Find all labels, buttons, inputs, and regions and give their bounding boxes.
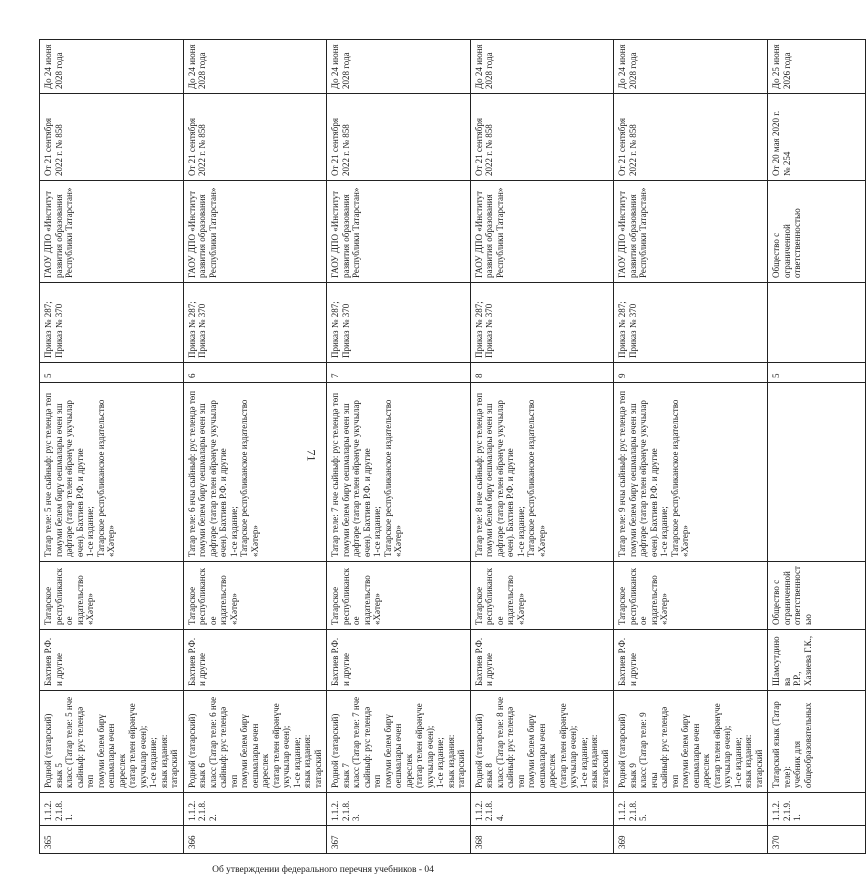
cell-authors	[183, 630, 327, 691]
textbook-title-line: оешмалары өчен дәреслек	[249, 723, 270, 788]
publisher-line: республиканское	[53, 568, 74, 625]
cell-publisher	[327, 562, 471, 630]
expert-organization-line: Республики Татарстан»	[351, 187, 361, 278]
cell-row-code: 1.1.2.2.1.8.1.	[40, 793, 184, 826]
expertise-date-line: От 20 мая 2020 г.	[771, 110, 781, 176]
cell-expertise-date	[40, 94, 184, 181]
expertise-date-line: От 21 сентября	[186, 117, 197, 176]
workbook-description-line: «Хәтер»	[393, 525, 403, 557]
cell-row-code: 1.1.2.2.1.9.1.	[768, 793, 866, 826]
textbook-title-line: (татар телен өйрәнүче	[711, 703, 722, 788]
cell-textbook-title	[614, 691, 768, 793]
workbook-description-line: 1-се издание;	[659, 506, 669, 557]
publisher-line: республиканское	[627, 568, 648, 625]
authors-line: и другие	[484, 652, 494, 686]
publisher-line: Татарское	[330, 586, 340, 625]
textbook-title-line: Татарский язык (Татар теле):	[771, 701, 792, 788]
cell-authors	[614, 630, 768, 691]
workbook-description-line: Татарское республиканское издательство	[239, 399, 249, 557]
cell-row-number: 368	[470, 826, 614, 854]
cell-valid-until	[470, 40, 614, 94]
textbook-title-line: язык издания: татарский	[445, 734, 466, 788]
expertise-date-line: От 21 сентября	[473, 117, 484, 176]
expertise-date-line: № 254	[781, 151, 792, 176]
textbook-title-line: Родной (татарский) язык 7	[330, 713, 351, 788]
cell-valid-until	[40, 40, 184, 94]
textbook-title-line: класс (Татар теле: 6 нче	[207, 696, 218, 788]
table-row	[768, 40, 866, 854]
expertise-date-line: От 21 сентября	[330, 117, 340, 176]
expertise-date-line: 2022 г. № 858	[53, 124, 64, 176]
valid-until-line: 2028 года	[340, 52, 351, 89]
expert-organization-line: ГАОУ ДПО «Институт	[186, 190, 197, 278]
expert-organization-line: ГАОУ ДПО «Институт	[330, 190, 340, 278]
expert-organization-line: развития образования	[340, 194, 351, 278]
textbook-title-line: 1-се издание;	[291, 737, 302, 788]
expert-organization-line: ГАОУ ДПО «Институт	[43, 190, 53, 278]
cell-authors	[768, 630, 866, 691]
workbook-description-line: 1-се издание;	[228, 506, 239, 557]
cell-authors	[40, 630, 184, 691]
order-reference-line: Приказ № 370	[197, 303, 207, 358]
publisher-line: республиканское	[197, 568, 218, 625]
textbook-title-line: гомуми белем бирү	[239, 714, 249, 788]
valid-until-line: 2028 года	[627, 52, 638, 89]
expert-organization-line: ГАОУ ДПО «Институт	[473, 190, 484, 278]
textbook-title-line: 1-се издание;	[435, 737, 445, 788]
workbook-description-line: Татар теле: 5 нче сыйныф: рус телендә төп	[43, 392, 53, 557]
cell-textbook-title	[327, 691, 471, 793]
workbook-description-line: Татарское республиканское издательство	[526, 399, 536, 557]
workbook-description-line: Татар теле: 7 нче сыйныф: рус телендә төп	[330, 392, 340, 557]
cell-grade: 5	[768, 363, 866, 383]
order-reference-line: Приказ № 287;	[330, 301, 340, 358]
cell-workbook-description	[183, 383, 327, 562]
valid-until-line: 2028 года	[484, 52, 494, 89]
table-row	[614, 40, 768, 854]
cell-publisher	[768, 562, 866, 630]
cell-row-number: 365	[40, 826, 184, 854]
workbook-description-line: «Хәтер»	[536, 525, 547, 557]
authors-line: Бахтиев Р.Ф.	[473, 637, 484, 686]
workbook-description-line: дәфтәре (татар телен өйрәнүче укучылар	[351, 400, 361, 557]
workbook-description-line: 1-се издание;	[372, 506, 382, 557]
workbook-description-line: Татарское республиканское издательство	[669, 399, 680, 557]
workbook-description-line: Татар теле: 9 нчы сыйныф: рус телендә төп	[617, 390, 627, 557]
cell-textbook-title	[470, 691, 614, 793]
cell-expertise-date	[183, 94, 327, 181]
expert-organization-line: Общество с	[771, 232, 781, 278]
textbook-title-line: (татар телен өйрәнүче	[414, 703, 424, 788]
cell-workbook-description	[40, 383, 184, 562]
textbook-title-line: Родной (татарский) язык 6	[186, 713, 207, 788]
publisher-line: ограниченной	[781, 571, 792, 625]
cell-expertise-date	[327, 94, 471, 181]
expertise-date-line: От 21 сентября	[43, 117, 53, 176]
expert-organization-line: ответственностью	[792, 208, 802, 278]
textbook-title-line: укучылар өчен);	[137, 725, 148, 788]
expert-organization-line: ограниченной	[781, 224, 792, 278]
authors-line: Бахтиев Р.Ф.	[186, 637, 197, 686]
valid-until-line: До 24 июня	[186, 44, 197, 89]
workbook-description-line: гомуми белем бирү оешмалары өчен эш	[340, 403, 351, 557]
workbook-description-line: «Хәтер»	[249, 525, 260, 557]
valid-until-line: 2026 года	[781, 52, 792, 89]
textbook-title-line: сыйныф: рус телендә төп	[361, 706, 382, 788]
expert-organization-line: Республики Татарстан»	[494, 187, 505, 278]
table-row	[327, 40, 471, 854]
cell-workbook-description	[614, 383, 768, 562]
cell-grade: 8	[470, 363, 614, 383]
publisher-line: «Хәтер»	[228, 593, 239, 625]
workbook-description-line: Татарское республиканское издательство	[95, 399, 106, 557]
cell-publisher	[614, 562, 768, 630]
expert-organization-line: ГАОУ ДПО «Институт	[617, 190, 627, 278]
cell-workbook-description	[327, 383, 471, 562]
publisher-line: республиканское	[340, 568, 361, 625]
cell-textbook-title	[768, 691, 866, 793]
publisher-line: Татарское	[473, 586, 484, 625]
textbook-title-line: укучылар өчен);	[568, 725, 578, 788]
authors-line: и другие	[197, 652, 207, 686]
expertise-date-line: 2022 г. № 858	[627, 124, 638, 176]
textbook-title-line: Родной (татарский) язык 5	[43, 713, 64, 788]
order-reference-line: Приказ № 287;	[186, 301, 197, 358]
cell-valid-until	[614, 40, 768, 94]
textbook-title-line: оешмалары өчен дәреслек	[106, 723, 127, 788]
publisher-line: издательство	[218, 575, 228, 625]
cell-expert-organization	[470, 181, 614, 283]
expert-organization-line: развития образования	[53, 194, 64, 278]
textbook-title-line: учебник для	[792, 740, 802, 788]
textbook-title-line: гомуми белем бирү	[382, 714, 393, 788]
footer-note: Об утверждении федерального перечня учебников - 04	[212, 865, 434, 875]
publisher-line: Татарское	[617, 586, 627, 625]
cell-grade: 7	[327, 363, 471, 383]
authors-line: и другие	[627, 652, 638, 686]
cell-textbook-title	[40, 691, 184, 793]
cell-order-reference	[183, 283, 327, 363]
workbook-description-line: Татар теле: 8 нче сыйныф: рус телендә төп	[473, 392, 484, 557]
publisher-line: «Хәтер»	[515, 593, 526, 625]
workbook-description-line: өчен). Бахтиев Р.Ф. и другие	[218, 448, 228, 557]
valid-until-line: До 24 июня	[43, 44, 53, 89]
cell-expertise-date	[614, 94, 768, 181]
textbook-title-line: класс (Татар теле: 7 нче	[351, 696, 361, 788]
cell-valid-until	[183, 40, 327, 94]
cell-row-number: 366	[183, 826, 327, 854]
cell-expert-organization	[327, 181, 471, 283]
cell-row-number: 367	[327, 826, 471, 854]
valid-until-line: До 24 июня	[617, 44, 627, 89]
expert-organization-line: развития образования	[484, 194, 494, 278]
workbook-description-line: 1-се издание;	[85, 506, 95, 557]
order-reference-line: Приказ № 370	[627, 303, 638, 358]
publisher-line: издательство	[505, 575, 515, 625]
textbook-title-line: гомуми белем бирү	[95, 714, 106, 788]
expert-organization-line: развития образования	[627, 194, 638, 278]
authors-line: Бахтиев Р.Ф.	[330, 637, 340, 686]
publisher-line: «Хәтер»	[85, 593, 95, 625]
textbook-title-line: гомуми белем бирү	[526, 714, 536, 788]
cell-valid-until	[768, 40, 866, 94]
textbook-title-line: язык издания: татарский	[302, 734, 323, 788]
cell-valid-until	[327, 40, 471, 94]
cell-row-code: 1.1.2.2.1.8.4.	[470, 793, 614, 826]
expert-organization-line: Республики Татарстан»	[64, 187, 74, 278]
textbook-title-line: Родной (татарский) язык 8	[473, 713, 494, 788]
cell-order-reference	[470, 283, 614, 363]
valid-until-line: 2028 года	[197, 52, 207, 89]
table-row	[470, 40, 614, 854]
authors-line: и другие	[340, 652, 351, 686]
publisher-line: республиканское	[484, 568, 505, 625]
valid-until-line: До 24 июня	[473, 44, 484, 89]
workbook-description-line: Татарское республиканское издательство	[382, 399, 393, 557]
expertise-date-line: 2022 г. № 858	[484, 124, 494, 176]
cell-order-reference	[40, 283, 184, 363]
cell-row-code: 1.1.2.2.1.8.2.	[183, 793, 327, 826]
cell-expertise-date	[768, 94, 866, 181]
expertise-date-line: От 21 сентября	[617, 117, 627, 176]
rotated-table-wrapper	[39, 40, 813, 854]
workbook-description-line: гомуми белем бирү оешмалары өчен эш	[484, 403, 494, 557]
textbook-title-line: класс (Татар теле: 5 нче	[64, 696, 74, 788]
textbook-title-line: укучылар өчен);	[722, 725, 732, 788]
cell-row-code: 1.1.2.2.1.8.5.	[614, 793, 768, 826]
textbook-title-line: общеобразовательных	[802, 702, 813, 788]
workbook-description-line: гомуми белем бирү оешмалары өчен эш	[53, 403, 64, 557]
textbook-title-line: оешмалары өчен дәреслек	[536, 723, 557, 788]
cell-order-reference	[327, 283, 471, 363]
cell-textbook-title	[183, 691, 327, 793]
workbook-description-line: Татар теле: 6 нчы сыйныф: рус телендә төп	[186, 390, 197, 557]
authors-line: Шамсутдинова	[771, 636, 792, 686]
textbook-title-line: Родной (татарский) язык 9	[617, 713, 638, 788]
workbook-description-line: өчен). Бахтиев Р.Ф. и другие	[648, 448, 659, 557]
publisher-line: Татарское	[186, 586, 197, 625]
textbook-title-line: сыйныф: рус телендә төп	[74, 706, 95, 788]
expert-organization-line: Республики Татарстан»	[207, 187, 218, 278]
authors-line: Хазиева Г.К.,	[802, 635, 813, 686]
textbook-title-line: язык издания: татарский	[589, 734, 610, 788]
authors-line: и другие	[53, 652, 64, 686]
publisher-line: издательство	[74, 575, 85, 625]
cell-workbook-description	[768, 383, 866, 562]
expertise-date-line: 2022 г. № 858	[197, 124, 207, 176]
authors-line: Бахтиев Р.Ф.	[43, 637, 53, 686]
workbook-description-line: гомуми белем бирү оешмалары өчен эш	[627, 403, 638, 557]
cell-order-reference	[614, 283, 768, 363]
publisher-line: ответственностью	[792, 566, 813, 625]
expert-organization-line: Республики Татарстан»	[638, 187, 648, 278]
textbook-title-line: язык издания: татарский	[743, 734, 764, 788]
workbook-description-line: 1-се издание;	[515, 506, 526, 557]
workbook-description-line: өчен). Бахтиев Р.Ф. и другие	[361, 448, 372, 557]
cell-grade: 5	[40, 363, 184, 383]
textbook-title-line: 1-се издание;	[732, 737, 743, 788]
textbook-title-line: класс (Татар теле: 9 нчы	[638, 712, 659, 788]
workbook-description-line: «Хәтер»	[680, 525, 690, 557]
textbook-title-line: 1-се издание;	[148, 737, 158, 788]
textbook-title-line: укучылар өчен);	[281, 725, 291, 788]
textbook-title-line: 1-се издание;	[578, 737, 589, 788]
authors-line: Бахтиев Р.Ф.	[617, 637, 627, 686]
cell-row-number: 370	[768, 826, 866, 854]
authors-line: Р.Р.,	[792, 671, 802, 686]
textbook-title-line: укучылар өчен);	[424, 725, 435, 788]
cell-workbook-description	[470, 383, 614, 562]
cell-authors	[470, 630, 614, 691]
cell-publisher	[183, 562, 327, 630]
workbook-description-line: өчен). Бахтиев Р.Ф. и другие	[505, 448, 515, 557]
valid-until-line: До 25 июня	[771, 44, 781, 89]
cell-order-reference	[768, 283, 866, 363]
expertise-date-line: 2022 г. № 858	[340, 124, 351, 176]
cell-publisher	[470, 562, 614, 630]
cell-authors	[327, 630, 471, 691]
order-reference-line: Приказ № 370	[53, 303, 64, 358]
order-reference-line: Приказ № 287;	[473, 301, 484, 358]
textbook-registry-table	[39, 39, 866, 854]
publisher-line: издательство	[648, 575, 659, 625]
workbook-description-line: дәфтәре (татар телен өйрәнүче укучылар	[64, 400, 74, 557]
table-row	[183, 40, 327, 854]
textbook-title-line: (татар телен өйрәнүче	[270, 703, 281, 788]
cell-row-number: 369	[614, 826, 768, 854]
cell-expert-organization	[183, 181, 327, 283]
cell-expert-organization	[40, 181, 184, 283]
cell-expert-organization	[614, 181, 768, 283]
textbook-title-line: оешмалары өчен дәреслек	[393, 723, 414, 788]
order-reference-line: Приказ № 370	[484, 303, 494, 358]
cell-expert-organization	[768, 181, 866, 283]
textbook-title-line: оешмалары өчен дәреслек	[690, 723, 711, 788]
valid-until-line: До 24 июня	[330, 44, 340, 89]
cell-row-code: 1.1.2.2.1.8.3.	[327, 793, 471, 826]
workbook-description-line: дәфтәре (татар телен өйрәнүче укучылар	[207, 400, 218, 557]
publisher-line: издательство	[361, 575, 372, 625]
workbook-description-line: өчен). Бахтиев Р.Ф. и другие	[74, 448, 85, 557]
publisher-line: Общество с	[771, 579, 781, 625]
workbook-description-line: дәфтәре (татар телен өйрәнүче укучылар	[638, 400, 648, 557]
valid-until-line: 2028 года	[53, 52, 64, 89]
cell-grade: 9	[614, 363, 768, 383]
cell-grade: 6	[183, 363, 327, 383]
order-reference-line: Приказ № 287;	[617, 301, 627, 358]
order-reference-line: Приказ № 287;	[43, 301, 53, 358]
cell-expertise-date	[470, 94, 614, 181]
publisher-line: «Хәтер»	[372, 593, 382, 625]
table-row	[40, 40, 184, 854]
textbook-title-line: гомуми белем бирү	[680, 714, 690, 788]
textbook-title-line: сыйныф: рус телендә төп	[505, 706, 526, 788]
publisher-line: «Хәтер»	[659, 593, 669, 625]
workbook-description-line: «Хәтер»	[106, 525, 116, 557]
workbook-description-line: дәфтәре (татар телен өйрәнүче укучылар	[494, 400, 505, 557]
textbook-title-line: (татар телен өйрәнүче	[557, 703, 568, 788]
textbook-title-line: (татар телен өйрәнүче	[127, 703, 137, 788]
workbook-description-line: гомуми белем бирү оешмалары өчен эш	[197, 403, 207, 557]
textbook-title-line: сыйныф: рус телендә төп	[218, 706, 239, 788]
publisher-line: Татарское	[43, 586, 53, 625]
cell-publisher	[40, 562, 184, 630]
textbook-title-line: класс (Татар теле: 8 нче	[494, 696, 505, 788]
expert-organization-line: развития образования	[197, 194, 207, 278]
textbook-title-line: сыйныф: рус телендә төп	[659, 706, 680, 788]
order-reference-line: Приказ № 370	[340, 303, 351, 358]
textbook-title-line: язык издания: татарский	[158, 734, 179, 788]
page-number: 71	[304, 449, 319, 462]
